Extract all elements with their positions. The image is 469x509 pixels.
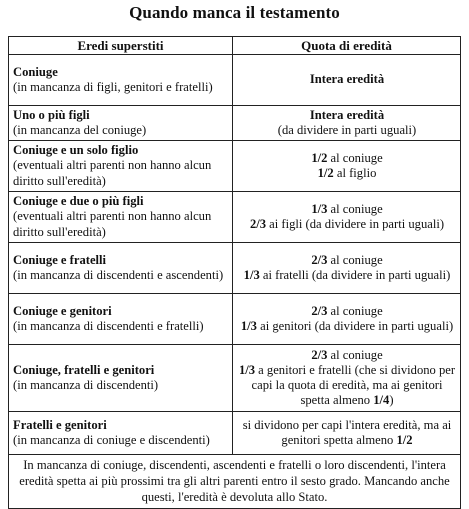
share-bold: 2/3 [311,347,328,362]
heir-note: (in mancanza del coniuge) [13,123,147,137]
heir-note: (in mancanza di discendenti) [13,378,159,392]
heir-cell [9,55,233,106]
heir-cell [9,345,233,412]
share-text: al coniuge [327,201,383,216]
table-row [9,55,461,106]
share-cell [233,106,461,141]
share-text: al coniuge [327,347,383,362]
share-bold: 1/3 [240,319,257,333]
document-title: Quando manca il testamento [129,3,340,22]
heir-cell [9,106,233,141]
heir-cell [9,294,233,345]
share-bold: 1/3 [238,362,256,377]
share-cell [233,294,461,345]
share-text: (da dividere in parti uguali) [277,123,417,137]
share-bold: Intera eredità [309,72,385,87]
share-bold: 1/2 [317,166,334,180]
heir-name: Coniuge, fratelli e genitori [13,362,155,377]
heir-cell [9,243,233,294]
heir-note: (in mancanza di discendenti e ascendenti) [13,268,224,282]
share-text: ) [389,393,394,408]
inheritance-table [8,36,461,509]
footer-note: In mancanza di coniuge, discendenti, ascendenti e fratelli o loro discendenti, l'intera eredità spetta ai più prossimi tra gli altri parenti entro il sesto grado. Mancando anche questi, l'eredità è devoluta allo Stato. [9,455,461,509]
heir-name: Coniuge e genitori [13,303,112,318]
share-bold: 1/2 [396,433,413,447]
table-footer-row [9,455,461,509]
share-cell [233,243,461,294]
heir-note: (eventuali altri parenti non hanno alcun diritto sull'eredità) [13,158,212,188]
share-bold: 1/2 [311,150,328,165]
heir-name: Fratelli e genitori [13,417,107,432]
share-bold: 2/3 [249,217,267,231]
heir-name: Coniuge e un solo figlio [13,143,139,158]
share-cell [233,192,461,243]
table-row [9,141,461,192]
header-share: Quota di eredità [233,37,461,55]
table-row [9,412,461,455]
heir-cell [9,192,233,243]
heir-name: Coniuge e due o più figli [13,194,144,209]
share-cell [233,55,461,106]
share-text: ai genitori (da dividere in parti uguali) [256,319,454,333]
share-text: al figlio [333,166,377,180]
heir-cell [9,412,233,455]
share-bold: Intera eredità [309,107,385,122]
heir-note: (in mancanza di discendenti e fratelli) [13,319,204,333]
table-row [9,294,461,345]
share-text: al coniuge [327,150,383,165]
share-text: ai fratelli (da dividere in parti uguali) [259,268,451,282]
share-bold: 2/3 [311,303,328,318]
table-row [9,192,461,243]
share-text: a genitori e fratelli (che si dividono per capi la quota di eredità, ma ai genitori spetta almeno [251,362,456,408]
share-text: al coniuge [327,303,383,318]
heir-name: Uno o più figli [13,107,90,122]
heir-note: (in mancanza di figli, genitori e fratelli) [13,80,213,94]
heir-note: (in mancanza di coniuge e discendenti) [13,433,210,447]
share-text: al coniuge [327,252,383,267]
share-bold: 1/3 [243,268,260,282]
table-header-row [9,37,461,55]
share-cell [233,345,461,412]
heir-cell [9,141,233,192]
share-bold: 2/3 [311,252,328,267]
share-bold: 1/3 [311,201,328,216]
heir-name: Coniuge [13,64,58,79]
share-text: ai figli (da dividere in parti uguali) [266,217,445,231]
heir-name: Coniuge e fratelli [13,252,107,267]
share-bold: 1/4 [373,393,390,408]
table-row [9,243,461,294]
share-cell [233,412,461,455]
share-text: si dividono per capi l'intera eredità, ma ai genitori spetta almeno [242,417,452,447]
header-heirs: Eredi superstiti [9,37,233,55]
share-cell [233,141,461,192]
table-row [9,106,461,141]
heir-note: (eventuali altri parenti non hanno alcun diritto sull'eredità) [13,209,212,239]
table-row [9,345,461,412]
